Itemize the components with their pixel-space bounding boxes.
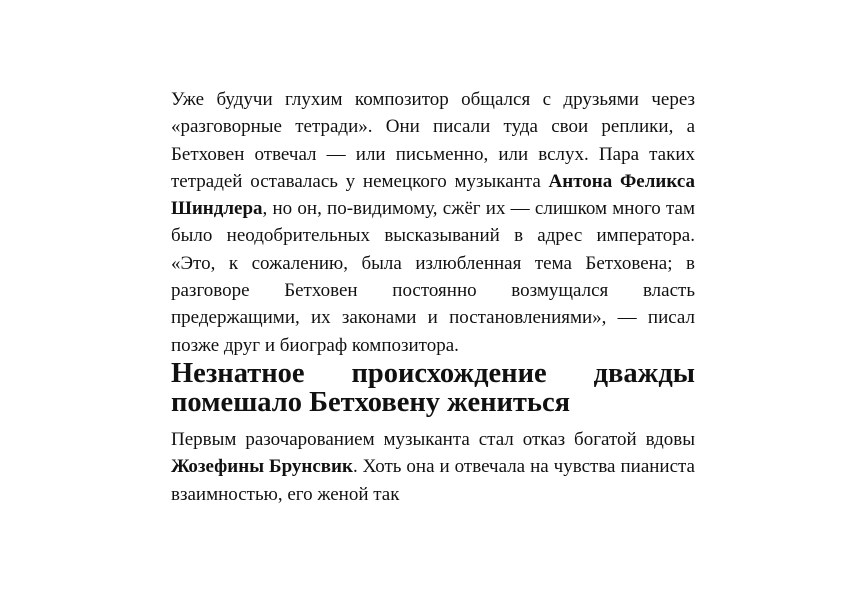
bold-name-schindler: Антона Феликса Шиндлера [171,170,695,220]
bold-name-brunsvik: Жозефины Брунсвик [171,456,353,478]
document-body [171,86,695,508]
paragraph-text: Первым разочарованием музыканта стал отказ богатой вдовы [171,428,695,450]
paragraph-text: Уже будучи глухим композитор общался с друзьями через «разговорные тетради». Они писали туда свои реплики, а Бетховен отвечал — или письменно, или вслух. Пара таких тетрадей оставалась у немецкого музыканта [171,89,695,192]
paragraph-tetrads [171,86,695,359]
section-heading: Незнатное происхождение дважды помешало Бетховену жениться [171,357,695,418]
paragraph-brunsvik [171,426,695,508]
paragraph-text: , но он, по-видимому, сжёг их — слишком много там было неодобрительных высказываний в адрес императора. «Это, к сожалению, была излюбленная тема Бетховена; в разговоре Бетховен постоянно возмущался власть предержащими, их законами и постановлениями», — писал позже друг и биограф композитора. [171,198,695,356]
paragraph-text: . Хоть она и отвечала на чувства пианиста взаимностью, его женой так [171,456,695,505]
